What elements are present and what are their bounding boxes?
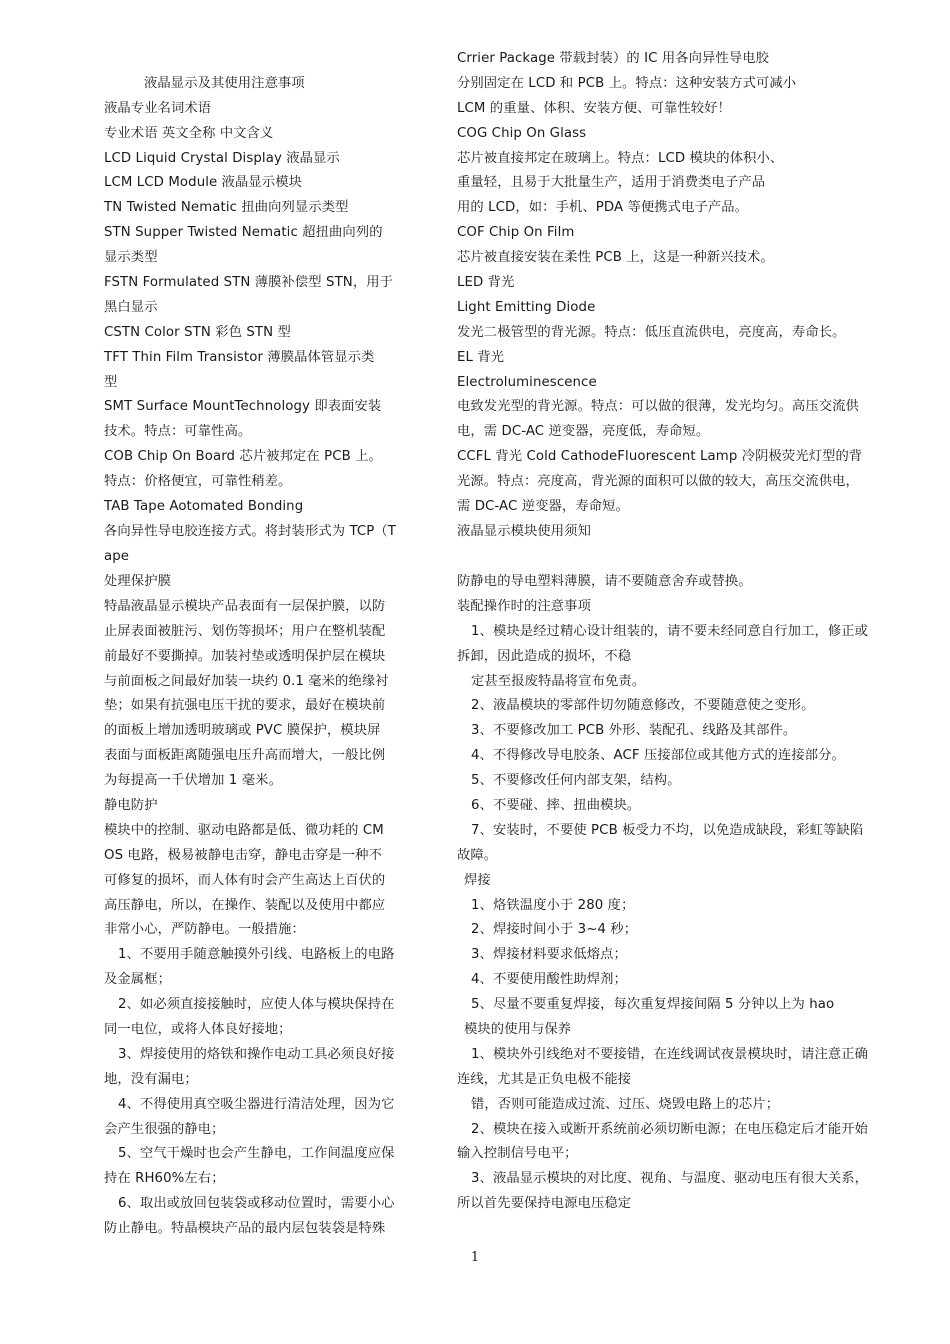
text-line: 特晶液晶显示模块产品表面有一层保护膜，以防 bbox=[104, 598, 386, 614]
text-line: 拆卸，因此造成的损坏，不稳 bbox=[457, 648, 632, 664]
text-line: COF Chip On Film bbox=[457, 225, 575, 241]
text-line: 电致发光型的背光源。特点：可以做的很薄，发光均匀。高压交流供 bbox=[457, 399, 859, 415]
text-line: ape bbox=[104, 548, 130, 564]
text-line: Electroluminescence bbox=[457, 374, 597, 390]
text-line: 高压静电，所以，在操作、装配以及使用中都应 bbox=[104, 897, 386, 913]
text-line: 静电防护 bbox=[104, 798, 158, 814]
text-line: 防静电的导电塑料薄膜，请不要随意舍弃或替换。 bbox=[457, 574, 752, 589]
text-line: LCM 的重量、体积、安装方便、可靠性较好！ bbox=[457, 100, 731, 116]
text-line: 特点：价格便宜，可靠性稍差。 bbox=[104, 474, 292, 490]
text-line: COG Chip On Glass bbox=[457, 125, 587, 141]
text-line: 3、焊接材料要求低熔点； bbox=[471, 947, 627, 963]
text-line: 可修复的损坏，而人体有时会产生高达上百伏的 bbox=[104, 872, 386, 888]
text-line: 为每提高一千伏增加 1 毫米。 bbox=[104, 773, 282, 789]
text-line: 2、模块在接入或断开系统前必须切断电源；在电压稳定后才能开始 bbox=[471, 1121, 869, 1137]
text-line: 5、不要修改任何内部支架，结构。 bbox=[471, 773, 681, 789]
page-number: 1 bbox=[470, 1250, 480, 1265]
text-line: STN Supper Twisted Nematic 超扭曲向列的 bbox=[104, 225, 383, 241]
text-line: OS 电路，极易被静电击穿，静电击穿是一种不 bbox=[104, 847, 382, 863]
text-line: 5、尽量不要重复焊接，每次重复焊接间隔 5 分钟以上为 hao bbox=[471, 997, 835, 1013]
text-line: 6、不要碰、摔、扭曲模块。 bbox=[471, 798, 641, 814]
text-line: CCFL 背光 Cold CathodeFluorescent Lamp 冷阴极荧光灯型的背 bbox=[457, 449, 863, 465]
text-line: 技术。特点：可靠性高。 bbox=[104, 424, 252, 440]
text-line: 持在 RH60%左右； bbox=[104, 1171, 225, 1187]
text-line: EL 背光 bbox=[457, 349, 505, 365]
text-line: 分别固定在 LCD 和 PCB 上。特点：这种安装方式可减小 bbox=[457, 75, 797, 91]
text-line: 输入控制信号电平； bbox=[457, 1146, 578, 1162]
text-line: Crrier Package 带载封装）的 IC 用各向异性导电胶 bbox=[457, 51, 770, 66]
text-line: 1、不要用手随意触摸外引线、电路板上的电路 bbox=[118, 947, 395, 963]
text-line: 7、安装时，不要使 PCB 板受力不均，以免造成缺段，彩虹等缺陷 bbox=[471, 822, 864, 838]
text-line: 6、取出或放回包装袋或移动位置时，需要小心 bbox=[118, 1196, 395, 1212]
text-line: 型 bbox=[104, 374, 118, 390]
text-line: 液晶显示模块使用须知 bbox=[457, 523, 591, 539]
text-line: 模块的使用与保养 bbox=[464, 1022, 572, 1038]
text-line: 4、不要使用酸性助焊剂； bbox=[471, 972, 627, 988]
text-line: TN Twisted Nematic 扭曲向列显示类型 bbox=[104, 200, 349, 216]
text-line: 2、焊接时间小于 3~4 秒； bbox=[471, 922, 638, 938]
text-line: 及金属框； bbox=[104, 972, 171, 988]
text-line: 连线，尤其是正负电极不能接 bbox=[457, 1071, 632, 1087]
text-line: 3、不要修改加工 PCB 外形、装配孔、线路及其部件。 bbox=[471, 723, 797, 739]
text-line: 芯片被直接邦定在玻璃上。特点：LCD 模块的体积小、 bbox=[457, 150, 784, 166]
right-column-bottom bbox=[457, 570, 897, 1217]
text-line: 重量轻，且易于大批量生产，适用于消费类电子产品 bbox=[457, 175, 766, 191]
text-line: Light Emitting Diode bbox=[457, 299, 596, 315]
text-line: CSTN Color STN 彩色 STN 型 bbox=[104, 324, 291, 340]
text-line: 同一电位，或将人体良好接地； bbox=[104, 1022, 292, 1038]
text-line: LCM LCD Module 液晶显示模块 bbox=[104, 175, 303, 191]
text-line: 非常小心，严防静电。一般措施： bbox=[104, 922, 305, 938]
text-line: LED 背光 bbox=[457, 275, 515, 291]
text-line: 4、不得修改导电胶条、ACF 压接部位或其他方式的连接部分。 bbox=[471, 748, 845, 764]
text-line: LCD Liquid Crystal Display 液晶显示 bbox=[104, 150, 340, 166]
text-line: 与前面板之间最好加装一块约 0.1 毫米的绝缘衬 bbox=[104, 673, 389, 689]
right-column-top bbox=[457, 47, 897, 545]
text-line: TAB Tape Aotomated Bonding bbox=[104, 499, 304, 515]
text-line: 专业术语 英文全称 中文含义 bbox=[104, 125, 274, 141]
text-line: 模块中的控制、驱动电路都是低、微功耗的 CM bbox=[104, 822, 384, 838]
text-line: 需 DC-AC 逆变器，寿命短。 bbox=[457, 499, 629, 515]
text-line: 定甚至报废特晶将宣布免责。 bbox=[471, 673, 646, 689]
left-column-top bbox=[104, 47, 404, 570]
text-line: 防止静电。特晶模块产品的最内层包装袋是特殊 bbox=[104, 1221, 386, 1237]
text-line: 1、模块是经过精心设计组装的，请不要未经同意自行加工，修正或 bbox=[471, 623, 869, 639]
text-line: 1、烙铁温度小于 280 度； bbox=[471, 897, 635, 913]
text-line: TFT Thin Film Transistor 薄膜晶体管显示类 bbox=[104, 349, 375, 365]
text-line: 装配操作时的注意事项 bbox=[457, 598, 591, 614]
text-line: SMT Surface MountTechnology 即表面安装 bbox=[104, 399, 382, 415]
text-line: 液晶显示及其使用注意事项 bbox=[144, 75, 305, 91]
text-line: 液晶专业名词术语 bbox=[104, 100, 212, 116]
text-line bbox=[104, 47, 404, 72]
text-line: 用的 LCD，如：手机、PDA 等便携式电子产品。 bbox=[457, 200, 749, 216]
text-line: 垫；如果有抗强电压干扰的要求，最好在模块前 bbox=[104, 698, 386, 714]
text-line: 4、不得使用真空吸尘器进行清洁处理，因为它 bbox=[118, 1096, 395, 1112]
text-line: 处理保护膜 bbox=[104, 574, 171, 589]
text-line: 会产生很强的静电； bbox=[104, 1121, 225, 1137]
text-line: 2、如必须直接接触时，应使人体与模块保持在 bbox=[118, 997, 395, 1013]
text-line: 前最好不要撕掉。加装衬垫或透明保护层在模块 bbox=[104, 648, 386, 664]
text-line: COB Chip On Board 芯片被邦定在 PCB 上。 bbox=[104, 449, 382, 465]
text-line: 所以首先要保持电源电压稳定 bbox=[457, 1196, 632, 1212]
text-line: 5、空气干燥时也会产生静电，工作间温度应保 bbox=[118, 1146, 395, 1162]
text-line: 光源。特点：亮度高，背光源的面积可以做的较大，高压交流供电， bbox=[457, 474, 859, 490]
text-line: FSTN Formulated STN 薄膜补偿型 STN，用于 bbox=[104, 275, 394, 291]
text-line: 3、液晶显示模块的对比度、视角、与温度、驱动电压有很大关系， bbox=[471, 1171, 869, 1187]
text-line: 芯片被直接安装在柔性 PCB 上，这是一种新兴技术。 bbox=[457, 250, 774, 266]
text-line: 地，没有漏电； bbox=[104, 1071, 198, 1087]
text-line: 错，否则可能造成过流、过压、烧毁电路上的芯片； bbox=[471, 1096, 780, 1112]
left-column-bottom bbox=[104, 570, 404, 1242]
text-line: 发光二极管型的背光源。特点：低压直流供电，亮度高，寿命长。 bbox=[457, 324, 846, 340]
text-line: 止屏表面被脏污、划伤等损坏；用户在整机装配 bbox=[104, 623, 386, 639]
text-line: 表面与面板距离随强电压升高而增大，一般比例 bbox=[104, 748, 386, 764]
text-line: 各向异性导电胶连接方式。将封装形式为 TCP（T bbox=[104, 523, 397, 539]
text-line: 电，需 DC-AC 逆变器，亮度低，寿命短。 bbox=[457, 424, 710, 440]
text-line: 1、模块外引线绝对不要接错，在连线调试夜景模块时，请注意正确 bbox=[471, 1046, 869, 1062]
text-line: 焊接 bbox=[464, 872, 491, 888]
text-line: 显示类型 bbox=[104, 250, 158, 266]
text-line: 2、液晶模块的零部件切勿随意修改，不要随意使之变形。 bbox=[471, 698, 815, 714]
text-line: 3、焊接使用的烙铁和操作电动工具必须良好接 bbox=[118, 1046, 395, 1062]
text-line: 的面板上增加透明玻璃或 PVC 膜保护，模块屏 bbox=[104, 723, 381, 739]
text-line: 黑白显示 bbox=[104, 299, 158, 315]
text-line: 故障。 bbox=[457, 847, 498, 863]
